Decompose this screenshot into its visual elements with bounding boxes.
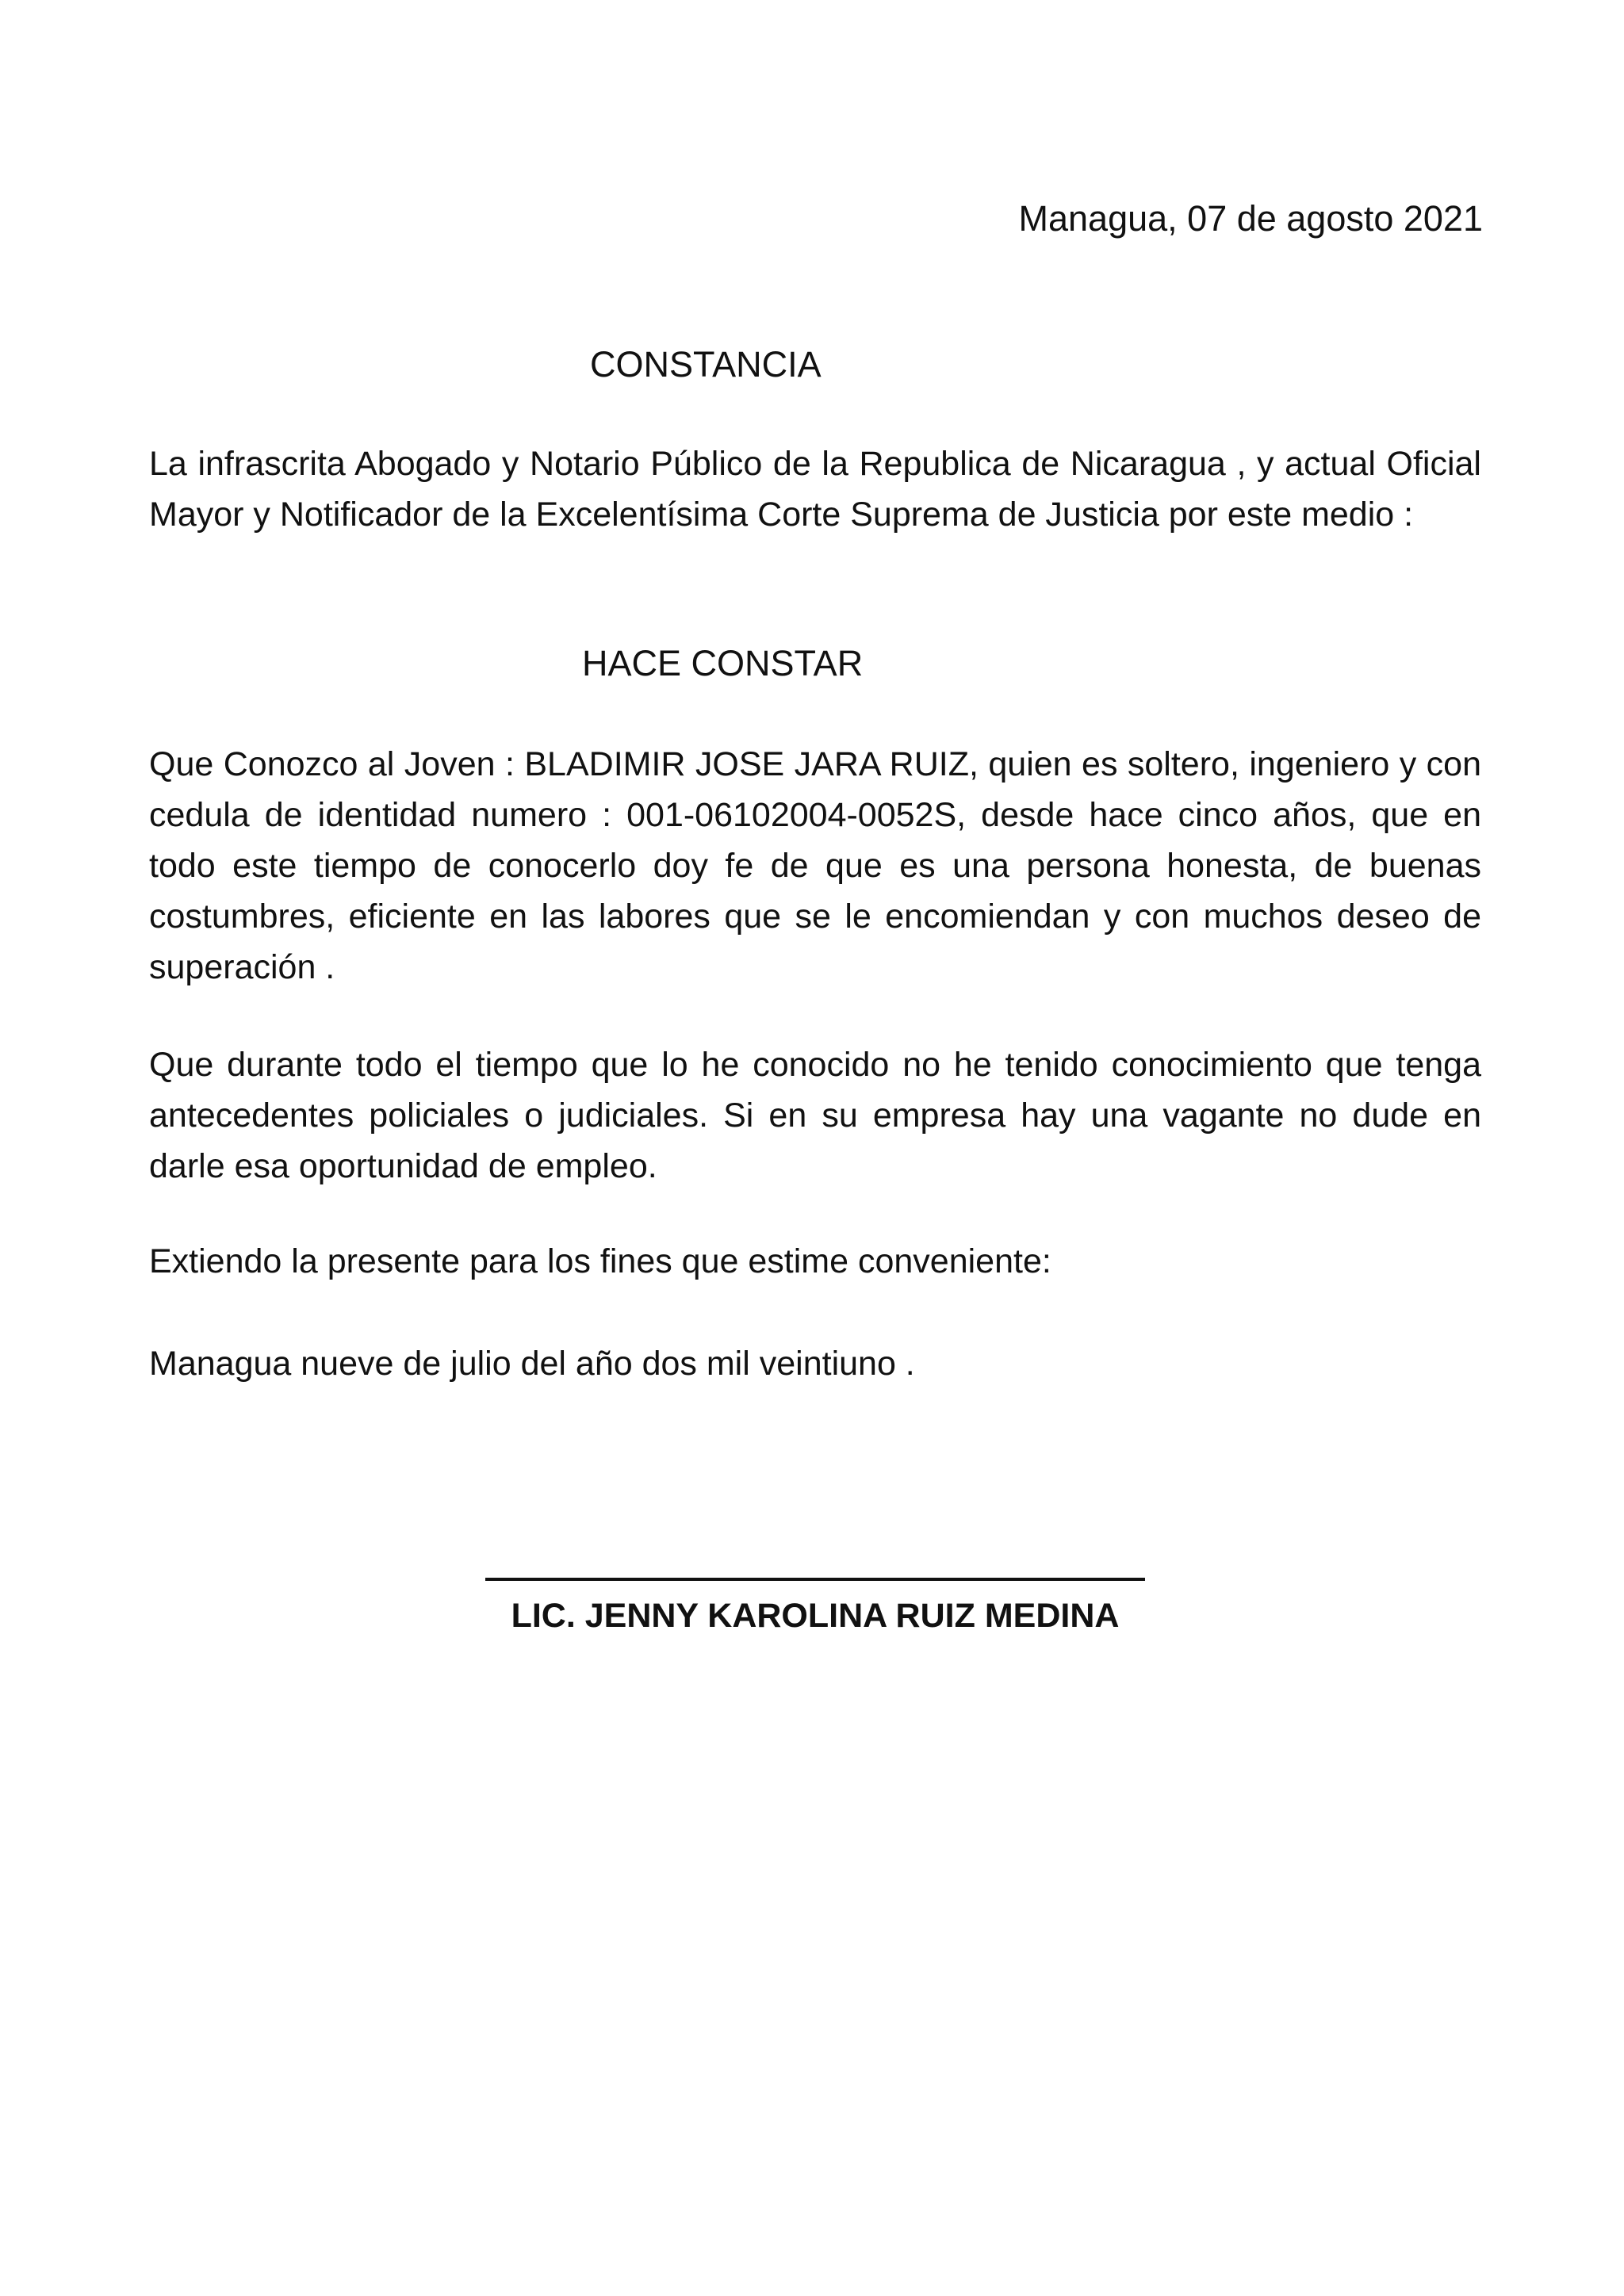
- intro-paragraph: La infrascrita Abogado y Notario Público de la Republica de Nicaragua , y actual Oficial Mayor y Notificador de la Excelentísima Corte Suprema de Justicia por este medio :: [149, 445, 1481, 534]
- body-paragraph-1: Que Conozco al Joven : BLADIMIR JOSE JARA RUIZ, quien es soltero, ingeniero y con cedula de identidad numero : 001-06102004-0052S, desde hace cinco años, que en todo este tiempo de conocerlo doy fe de que es una persona honesta, de buenas costumbres, eficiente en las labores que se le encomiendan y con muchos deseo de superación .: [149, 745, 1481, 986]
- signer-name: LIC. JENNY KAROLINA RUIZ MEDINA: [511, 1597, 1120, 1635]
- document-title: CONSTANCIA: [590, 344, 822, 385]
- document-subtitle: HACE CONSTAR: [582, 643, 864, 683]
- signature-line: [485, 1578, 1145, 1581]
- body-paragraph-2: Que durante todo el tiempo que lo he conocido no he tenido conocimiento que tenga antecedentes policiales o judiciales. Si en su empresa hay una vagante no dude en darle esa oportunidad de empleo.: [149, 1046, 1481, 1185]
- place-date-paragraph: Managua nueve de julio del año dos mil veintiuno .: [149, 1345, 915, 1383]
- closing-paragraph: Extiendo la presente para los fines que estime conveniente:: [149, 1242, 1051, 1280]
- date-line: Managua, 07 de agosto 2021: [1018, 198, 1483, 239]
